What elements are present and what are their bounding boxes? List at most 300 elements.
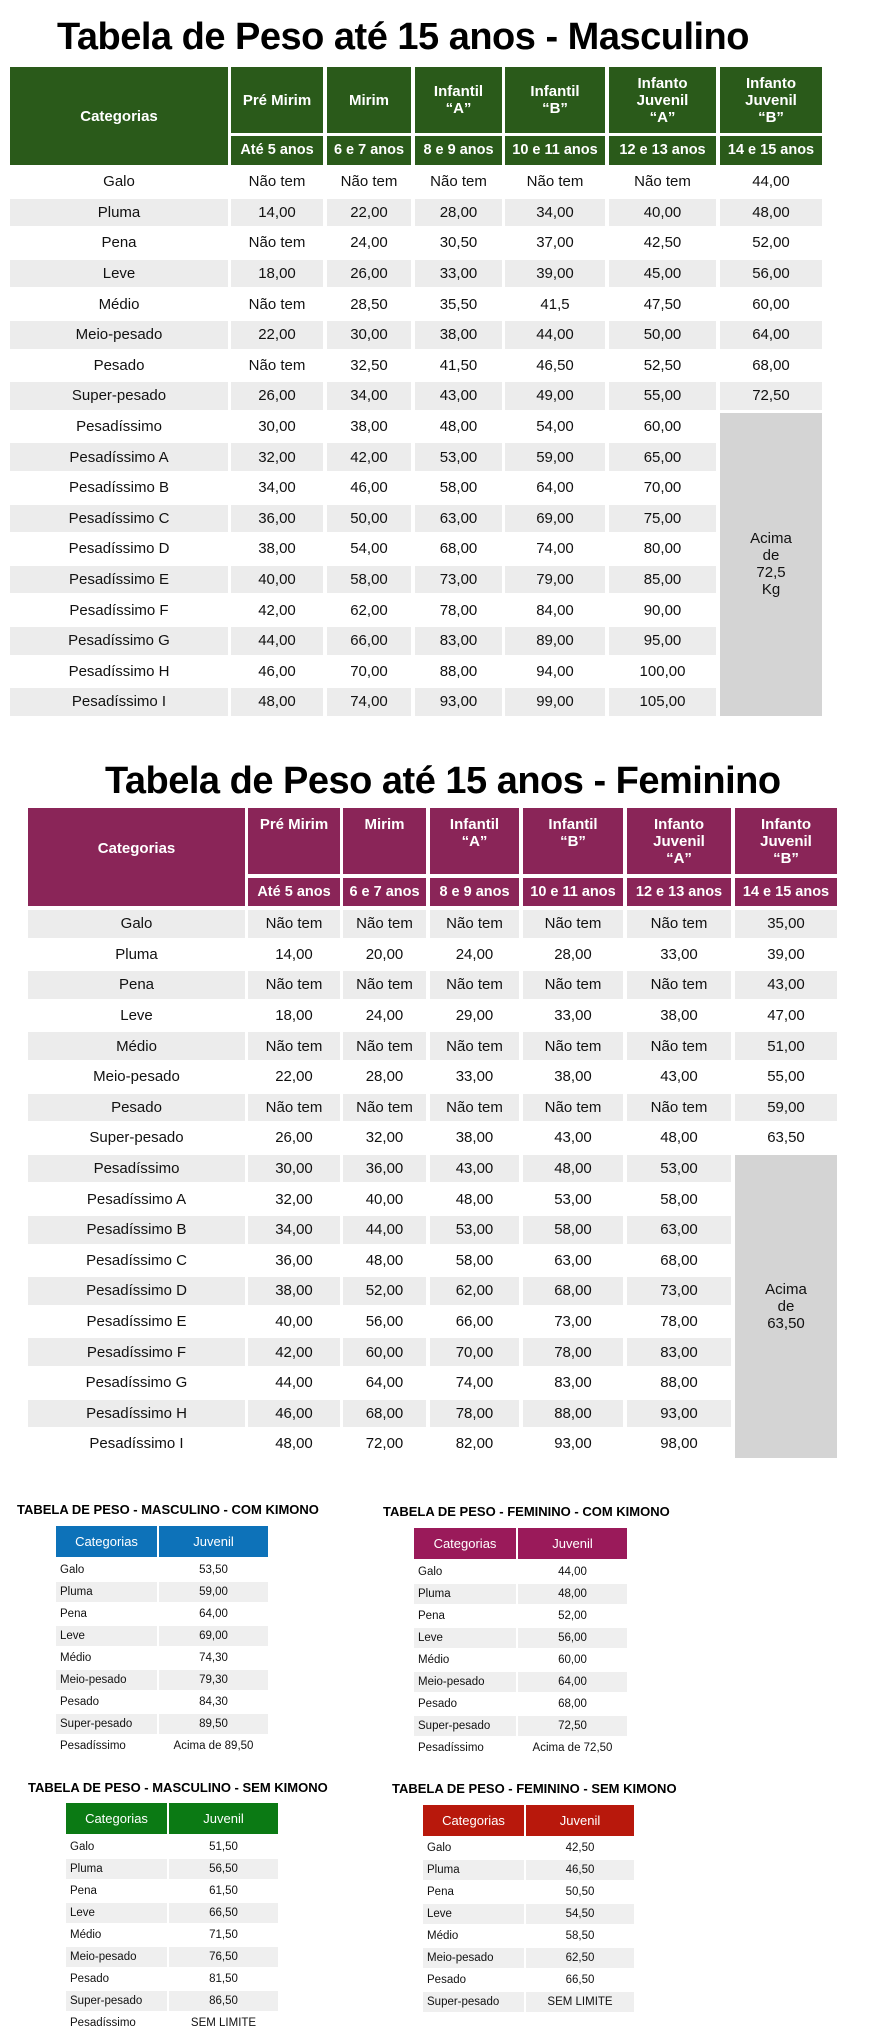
feminino-row-value: 36,00 — [275, 1251, 313, 1269]
small-table-row-category: Super-pesado — [423, 1992, 524, 2012]
small-table-header-categorias: Categorias — [56, 1526, 157, 1557]
masculino-row-value: 40,00 — [609, 199, 716, 227]
masculino-row-value: 38,00 — [415, 321, 502, 349]
masculino-row-value: 28,50 — [350, 295, 388, 313]
feminino-row-value: 38,00 — [554, 1068, 592, 1086]
masculino-row-value: 42,00 — [258, 601, 296, 619]
small-table-row-category: Super-pesado — [66, 1991, 167, 2011]
feminino-header-age: 8 e 9 anos — [430, 878, 519, 906]
feminino-header-age: 10 e 11 anos — [523, 878, 623, 906]
masculino-row-category: Pesadíssimo F — [69, 601, 169, 619]
feminino-row-category: Pesadíssimo G — [85, 1374, 188, 1392]
masculino-row-value: 43,00 — [415, 382, 502, 410]
masculino-row-value: 90,00 — [643, 601, 682, 619]
masculino-row-value: 35,50 — [439, 295, 478, 313]
masculino-row-value: 46,50 — [536, 356, 574, 374]
feminino-row-value: 74,00 — [455, 1374, 494, 1392]
masculino-row-value: 26,00 — [231, 382, 323, 410]
small-table-row-value: 52,00 — [558, 1610, 587, 1622]
feminino-row-value: 78,00 — [430, 1400, 519, 1428]
small-table-row-value: 56,00 — [518, 1628, 627, 1648]
feminino-row-value: 26,00 — [275, 1129, 313, 1147]
feminino-row-value: Não tem — [343, 971, 426, 999]
feminino-row-value: 38,00 — [455, 1129, 494, 1147]
feminino-row-value: 53,00 — [627, 1155, 731, 1183]
feminino-row-value: 83,00 — [627, 1338, 731, 1366]
small-table-row-value: 58,50 — [565, 1930, 595, 1942]
feminino-row-category: Galo — [28, 910, 245, 938]
feminino-row-value: 22,00 — [275, 1068, 313, 1086]
masculino-row-value: 52,50 — [643, 356, 682, 374]
masculino-row-value: 64,00 — [536, 479, 574, 497]
feminino-row-value: 88,00 — [523, 1400, 623, 1428]
feminino-row-value: Não tem — [343, 1094, 426, 1122]
feminino-row-value: 58,00 — [523, 1216, 623, 1244]
small-table-row-value: 72,50 — [518, 1716, 627, 1736]
small-table-row-category: Médio — [418, 1654, 450, 1666]
feminino-row-value: 56,00 — [365, 1313, 404, 1331]
small-table-row-category: Pesadíssimo — [70, 2017, 136, 2029]
small-table-row-category: Pena — [60, 1608, 87, 1620]
masculino-row-value: 63,00 — [415, 505, 502, 533]
small-table-row-category: Galo — [427, 1842, 452, 1854]
feminino-header-age: Até 5 anos — [248, 878, 340, 906]
small-table-row-category: Médio — [427, 1930, 459, 1942]
feminino-row-category: Pesadíssimo C — [86, 1251, 187, 1269]
small-table-row-category: Super-pesado — [414, 1716, 516, 1736]
masculino-row-value: 44,00 — [505, 321, 605, 349]
feminino-row-value: 43,00 — [430, 1155, 519, 1183]
masculino-row-value: 75,00 — [609, 505, 716, 533]
masculino-row-value: 18,00 — [231, 260, 323, 288]
small-table-row-category: Pesado — [60, 1696, 100, 1708]
masculino-row-value: 79,00 — [505, 566, 605, 594]
feminino-row-value: 42,00 — [248, 1338, 340, 1366]
feminino-row-value: 88,00 — [660, 1374, 698, 1392]
small-table-row-value: 54,50 — [526, 1904, 634, 1924]
masculino-row-value: 80,00 — [643, 540, 682, 558]
feminino-row-value: 63,00 — [627, 1216, 731, 1244]
masculino-row-value: 66,00 — [327, 627, 411, 655]
feminino-row-value: 48,00 — [660, 1129, 698, 1147]
small-table-row-value: 64,00 — [199, 1608, 228, 1620]
masculino-row-value: 30,50 — [439, 234, 478, 252]
masculino-row-value: 14,00 — [231, 199, 323, 227]
feminino-row-value: Não tem — [248, 910, 340, 938]
masculino-row-value: 74,00 — [327, 688, 411, 716]
masculino-row-value: 50,00 — [327, 505, 411, 533]
feminino-header-column: Mirim — [343, 808, 426, 874]
small-table-row-value: 66,50 — [565, 1974, 595, 1986]
feminino-row-value: 66,00 — [455, 1313, 494, 1331]
feminino-row-value: 47,00 — [767, 1007, 805, 1025]
small-table-row-value: 48,00 — [518, 1584, 627, 1604]
feminino-row-value: 63,50 — [767, 1129, 805, 1147]
feminino-row-category: Pesado — [28, 1094, 245, 1122]
small-table-row-value: 62,50 — [526, 1948, 634, 1968]
masculino-row-value: 49,00 — [505, 382, 605, 410]
small-table-header-juvenil: Juvenil — [169, 1803, 278, 1834]
feminino-row-value: 55,00 — [767, 1068, 805, 1086]
small-table-row-category: Galo — [418, 1566, 443, 1578]
feminino-row-value: 83,00 — [554, 1374, 592, 1392]
feminino-row-category: Pesadíssimo A — [86, 1190, 187, 1208]
masculino-row-category: Pena — [101, 234, 137, 252]
masculino-row-value: 69,00 — [505, 505, 605, 533]
feminino-row-category: Super-pesado — [89, 1129, 184, 1147]
feminino-row-value: Não tem — [523, 1032, 623, 1060]
masculino-row-value: 32,50 — [350, 356, 388, 374]
feminino-row-value: Não tem — [627, 971, 731, 999]
feminino-row-value: 60,00 — [343, 1338, 426, 1366]
masculino-row-value: 50,00 — [609, 321, 716, 349]
masculino-header-age: 10 e 11 anos — [505, 136, 605, 165]
masculino-row-value: 30,00 — [327, 321, 411, 349]
masculino-row-category: Super-pesado — [10, 382, 228, 410]
masculino-row-value: 32,00 — [231, 443, 323, 471]
feminino-row-value: Não tem — [627, 1094, 731, 1122]
feminino-row-value: Não tem — [523, 1094, 623, 1122]
feminino-row-value: 44,00 — [343, 1216, 426, 1244]
feminino-row-value: 33,00 — [455, 1068, 494, 1086]
masculino-row-category: Pluma — [10, 199, 228, 227]
small-table-row-category: Meio-pesado — [66, 1947, 167, 1967]
feminino-row-value: 38,00 — [660, 1007, 698, 1025]
feminino-header-age: 6 e 7 anos — [343, 878, 426, 906]
feminino-header-column: Infanto Juvenil “A” — [627, 808, 731, 874]
masculino-row-value: Não tem — [526, 173, 584, 191]
masculino-row-value: 56,00 — [720, 260, 822, 288]
small-table-row-value: Acima de 72,50 — [532, 1742, 613, 1754]
small-table-row-value: 74,30 — [199, 1652, 228, 1664]
feminino-row-value: 43,00 — [554, 1129, 592, 1147]
feminino-row-value: Não tem — [248, 1032, 340, 1060]
small-table-row-value: 56,50 — [169, 1859, 278, 1879]
masculino-row-value: 38,00 — [258, 540, 296, 558]
feminino-row-category: Pesadíssimo H — [28, 1400, 245, 1428]
masculino-row-category: Médio — [98, 295, 140, 313]
feminino-row-value: 93,00 — [554, 1435, 592, 1453]
feminino-row-category: Pesadíssimo E — [86, 1313, 187, 1331]
masculino-row-value: 60,00 — [643, 418, 682, 436]
small-table-row-value: Acima de 89,50 — [173, 1740, 254, 1752]
feminino-row-value: Não tem — [343, 1032, 426, 1060]
feminino-row-value: 24,00 — [365, 1007, 404, 1025]
feminino-row-value: Não tem — [627, 1032, 731, 1060]
masculino-row-value: 26,00 — [327, 260, 411, 288]
feminino-row-value: 28,00 — [365, 1068, 404, 1086]
feminino-row-value: 51,00 — [735, 1032, 837, 1060]
small-table-title: TABELA DE PESO - MASCULINO - SEM KIMONO — [28, 1780, 328, 1795]
masculino-row-value: 58,00 — [439, 479, 478, 497]
masculino-row-value: 70,00 — [643, 479, 682, 497]
small-table-row-value: 60,00 — [558, 1654, 587, 1666]
feminino-row-value: 78,00 — [660, 1313, 698, 1331]
masculino-above-limit-cell: Acima de 72,5 Kg — [720, 413, 822, 716]
small-table-row-value: 64,00 — [518, 1672, 627, 1692]
small-table-row-value: 44,00 — [558, 1566, 587, 1578]
masculino-header-age: 8 e 9 anos — [415, 136, 502, 165]
small-table-row-category: Médio — [70, 1929, 102, 1941]
masculino-header-column: Infantil “A” — [415, 67, 502, 133]
masculino-header-age: 12 e 13 anos — [609, 136, 716, 165]
masculino-row-value: 48,00 — [439, 418, 478, 436]
feminino-row-value: 20,00 — [365, 945, 404, 963]
feminino-row-value: 68,00 — [523, 1277, 623, 1305]
feminino-row-value: 73,00 — [627, 1277, 731, 1305]
feminino-header-categorias: Categorias — [28, 808, 245, 906]
feminino-row-category: Pluma — [115, 945, 158, 963]
masculino-row-value: 39,00 — [505, 260, 605, 288]
small-table-header-categorias: Categorias — [66, 1803, 167, 1834]
small-table-row-value: SEM LIMITE — [526, 1992, 634, 2012]
feminino-row-value: 68,00 — [343, 1400, 426, 1428]
masculino-row-value: 60,00 — [752, 295, 790, 313]
feminino-row-value: Não tem — [248, 971, 340, 999]
small-table-row-value: 76,50 — [169, 1947, 278, 1967]
masculino-header-column: Mirim — [327, 67, 411, 133]
feminino-row-value: Não tem — [430, 1032, 519, 1060]
feminino-row-value: 53,00 — [554, 1190, 592, 1208]
masculino-row-category: Pesadíssimo H — [68, 662, 170, 680]
small-table-row-category: Pesado — [427, 1974, 467, 1986]
feminino-row-value: 48,00 — [455, 1190, 494, 1208]
feminino-row-category: Médio — [28, 1032, 245, 1060]
feminino-row-value: 78,00 — [523, 1338, 623, 1366]
feminino-row-category: Pena — [28, 971, 245, 999]
feminino-row-value: Não tem — [430, 910, 519, 938]
feminino-row-value: 46,00 — [248, 1400, 340, 1428]
feminino-row-value: 53,00 — [430, 1216, 519, 1244]
masculino-header-age: 14 e 15 anos — [720, 136, 822, 165]
masculino-row-value: 37,00 — [536, 234, 574, 252]
small-table-row-category: Pluma — [56, 1582, 157, 1602]
masculino-row-value: Não tem — [248, 356, 306, 374]
masculino-row-value: Não tem — [248, 295, 306, 313]
masculino-row-value: 85,00 — [609, 566, 716, 594]
feminino-row-value: 93,00 — [627, 1400, 731, 1428]
small-table-row-category: Pluma — [414, 1584, 516, 1604]
feminino-row-value: 43,00 — [660, 1068, 698, 1086]
masculino-row-value: 47,50 — [643, 295, 682, 313]
small-table-row-value: 86,50 — [169, 1991, 278, 2011]
feminino-row-value: Não tem — [430, 971, 519, 999]
feminino-header-column: Infantil “B” — [523, 808, 623, 874]
feminino-row-value: 18,00 — [275, 1007, 313, 1025]
feminino-row-category: Pesadíssimo F — [28, 1338, 245, 1366]
masculino-row-value: 34,00 — [505, 199, 605, 227]
masculino-row-value: 59,00 — [505, 443, 605, 471]
feminino-row-value: Não tem — [523, 910, 623, 938]
masculino-row-value: 62,00 — [350, 601, 388, 619]
masculino-row-value: 53,00 — [415, 443, 502, 471]
small-table-row-category: Pesadíssimo — [418, 1742, 484, 1754]
masculino-header-age: 6 e 7 anos — [327, 136, 411, 165]
masculino-row-value: 84,00 — [536, 601, 574, 619]
feminino-row-value: 39,00 — [767, 945, 805, 963]
masculino-row-value: 41,5 — [540, 295, 570, 313]
feminino-row-value: Não tem — [343, 910, 426, 938]
masculino-row-value: 58,00 — [327, 566, 411, 594]
feminino-row-category: Pesadíssimo D — [28, 1277, 245, 1305]
small-table-row-value: 69,00 — [159, 1626, 268, 1646]
small-table-row-category: Pluma — [423, 1860, 524, 1880]
feminino-row-value: 48,00 — [365, 1251, 404, 1269]
masculino-row-value: 89,00 — [505, 627, 605, 655]
small-table-row-value: 42,50 — [565, 1842, 595, 1854]
feminino-title: Tabela de Peso até 15 anos - Feminino — [105, 760, 781, 802]
masculino-header-column: Infanto Juvenil “B” — [720, 67, 822, 133]
masculino-row-value: 100,00 — [639, 662, 686, 680]
small-table-row-category: Meio-pesado — [423, 1948, 524, 1968]
small-table-row-category: Meio-pesado — [414, 1672, 516, 1692]
masculino-row-value: 36,00 — [231, 505, 323, 533]
small-table-header-juvenil: Juvenil — [518, 1528, 627, 1559]
masculino-row-value: 83,00 — [415, 627, 502, 655]
feminino-row-value: 72,00 — [365, 1435, 404, 1453]
feminino-row-value: 70,00 — [430, 1338, 519, 1366]
small-table-row-category: Pena — [70, 1885, 97, 1897]
feminino-row-value: 43,00 — [735, 971, 837, 999]
masculino-row-category: Leve — [10, 260, 228, 288]
small-table-row-value: 66,50 — [169, 1903, 278, 1923]
small-table-header-juvenil: Juvenil — [526, 1805, 634, 1836]
feminino-row-value: 24,00 — [455, 945, 494, 963]
masculino-row-value: 33,00 — [415, 260, 502, 288]
masculino-row-value: 68,00 — [752, 356, 790, 374]
feminino-row-value: Não tem — [627, 910, 731, 938]
feminino-row-value: 35,00 — [735, 910, 837, 938]
masculino-row-category: Pesadíssimo — [76, 418, 162, 436]
feminino-row-value: Não tem — [430, 1094, 519, 1122]
small-table-row-category: Leve — [414, 1628, 516, 1648]
small-table-row-category: Pesadíssimo — [60, 1740, 126, 1752]
feminino-row-value: 62,00 — [430, 1277, 519, 1305]
feminino-row-value: Não tem — [248, 1094, 340, 1122]
small-table-row-category: Meio-pesado — [56, 1670, 157, 1690]
small-table-row-value: 50,50 — [565, 1886, 595, 1898]
feminino-row-value: 59,00 — [735, 1094, 837, 1122]
feminino-row-value: 63,00 — [554, 1251, 592, 1269]
small-table-header-juvenil: Juvenil — [159, 1526, 268, 1557]
masculino-row-category: Pesadíssimo D — [68, 540, 170, 558]
feminino-row-value: 98,00 — [660, 1435, 698, 1453]
feminino-row-value: 14,00 — [275, 945, 313, 963]
masculino-row-category: Galo — [103, 173, 135, 191]
masculino-row-value: 54,00 — [536, 418, 574, 436]
feminino-row-category: Pesadíssimo — [28, 1155, 245, 1183]
small-table-row-category: Galo — [70, 1841, 95, 1853]
masculino-row-value: Não tem — [634, 173, 691, 191]
small-table-row-value: 61,50 — [209, 1885, 238, 1897]
feminino-row-category: Pesadíssimo B — [28, 1216, 245, 1244]
masculino-row-value: Não tem — [340, 173, 398, 191]
masculino-header-categorias: Categorias — [10, 67, 228, 165]
masculino-row-value: 65,00 — [609, 443, 716, 471]
small-table-row-value: 51,50 — [209, 1841, 238, 1853]
feminino-row-value: 30,00 — [248, 1155, 340, 1183]
masculino-row-value: 105,00 — [609, 688, 716, 716]
feminino-row-value: 40,00 — [365, 1190, 404, 1208]
small-table-row-category: Super-pesado — [56, 1714, 157, 1734]
small-table-row-value: 59,00 — [159, 1582, 268, 1602]
masculino-row-category: Pesadíssimo B — [68, 479, 170, 497]
feminino-row-value: 28,00 — [554, 945, 592, 963]
masculino-row-value: 38,00 — [350, 418, 388, 436]
masculino-row-value: 72,50 — [720, 382, 822, 410]
masculino-row-value: 54,00 — [350, 540, 388, 558]
masculino-row-value: 88,00 — [439, 662, 478, 680]
small-table-row-category: Pena — [418, 1610, 445, 1622]
small-table-title: TABELA DE PESO - MASCULINO - COM KIMONO — [17, 1502, 319, 1517]
small-table-row-value: SEM LIMITE — [190, 2017, 257, 2029]
small-table-row-category: Leve — [56, 1626, 157, 1646]
masculino-row-value: 70,00 — [350, 662, 388, 680]
feminino-row-category: Leve — [120, 1007, 153, 1025]
masculino-row-category: Meio-pesado — [10, 321, 228, 349]
feminino-row-value: 40,00 — [275, 1313, 313, 1331]
feminino-row-category: Meio-pesado — [93, 1068, 180, 1086]
masculino-row-value: 48,00 — [231, 688, 323, 716]
small-table-title: TABELA DE PESO - FEMININO - SEM KIMONO — [392, 1781, 677, 1796]
masculino-header-age: Até 5 anos — [231, 136, 323, 165]
masculino-row-category: Pesadíssimo C — [10, 505, 228, 533]
feminino-row-value: 64,00 — [365, 1374, 404, 1392]
feminino-above-limit-cell: Acima de 63,50 — [735, 1155, 837, 1458]
feminino-header-column: Infantil “A” — [430, 808, 519, 874]
masculino-row-value: 41,50 — [439, 356, 478, 374]
feminino-header-age: 12 e 13 anos — [627, 878, 731, 906]
masculino-row-category: Pesado — [93, 356, 145, 374]
feminino-header-age: 14 e 15 anos — [735, 878, 837, 906]
masculino-row-value: 94,00 — [536, 662, 574, 680]
masculino-title: Tabela de Peso até 15 anos - Masculino — [57, 16, 749, 58]
masculino-row-value: 28,00 — [415, 199, 502, 227]
masculino-row-value: Não tem — [430, 173, 487, 191]
masculino-row-value: 22,00 — [327, 199, 411, 227]
feminino-row-value: 58,00 — [660, 1190, 698, 1208]
feminino-header-column: Infanto Juvenil “B” — [735, 808, 837, 874]
masculino-row-value: 46,00 — [350, 479, 388, 497]
masculino-row-value: 44,00 — [231, 627, 323, 655]
small-table-row-value: 89,50 — [159, 1714, 268, 1734]
small-table-row-value: 79,30 — [159, 1670, 268, 1690]
masculino-row-value: 55,00 — [609, 382, 716, 410]
masculino-row-value: Não tem — [248, 234, 306, 252]
small-table-row-category: Pena — [427, 1886, 454, 1898]
masculino-row-value: 42,00 — [327, 443, 411, 471]
masculino-row-value: 95,00 — [609, 627, 716, 655]
masculino-row-value: 52,00 — [752, 234, 790, 252]
small-table-row-category: Leve — [423, 1904, 524, 1924]
masculino-row-value: 46,00 — [258, 662, 296, 680]
masculino-row-value: 22,00 — [231, 321, 323, 349]
small-table-row-value: 46,50 — [526, 1860, 634, 1880]
masculino-row-value: Não tem — [248, 173, 306, 191]
masculino-row-category: Pesadíssimo A — [10, 443, 228, 471]
feminino-row-value: 48,00 — [523, 1155, 623, 1183]
masculino-row-value: 42,50 — [643, 234, 682, 252]
masculino-row-value: 68,00 — [439, 540, 478, 558]
masculino-row-value: 30,00 — [258, 418, 296, 436]
masculino-row-value: 34,00 — [258, 479, 296, 497]
feminino-row-value: 48,00 — [275, 1435, 313, 1453]
feminino-row-value: 68,00 — [660, 1251, 698, 1269]
feminino-row-value: 33,00 — [660, 945, 698, 963]
masculino-row-value: 93,00 — [415, 688, 502, 716]
masculino-row-value: 44,00 — [752, 173, 790, 191]
feminino-row-value: 36,00 — [343, 1155, 426, 1183]
